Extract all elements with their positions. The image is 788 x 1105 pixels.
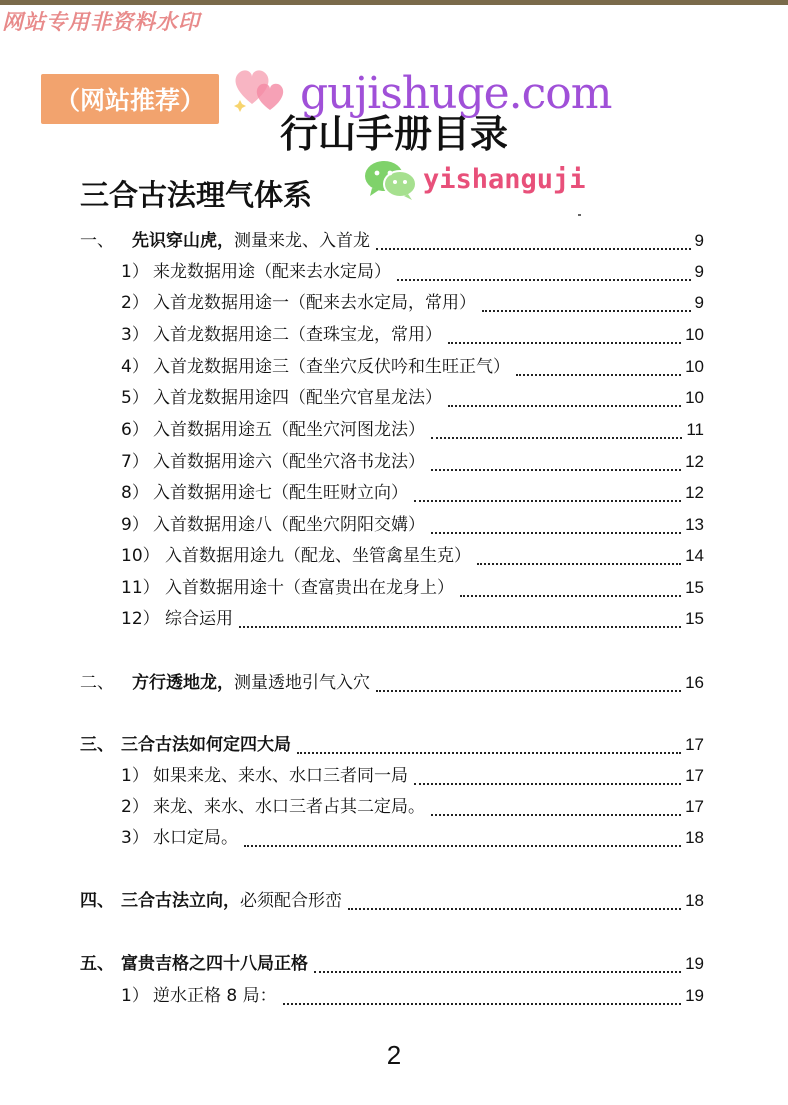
toc-leader — [376, 680, 681, 692]
toc-entry[interactable] — [0, 951, 788, 977]
toc-entry-number: 3） — [121, 325, 149, 345]
toc-entry-page: 16 — [685, 673, 704, 692]
toc-entry-page: 13 — [685, 515, 704, 534]
toc-entry[interactable] — [0, 794, 788, 820]
toc-entry[interactable] — [0, 670, 788, 696]
toc-entry[interactable] — [0, 512, 788, 538]
toc-entry-number: 1） — [121, 262, 149, 282]
toc-entry-page: 12 — [685, 452, 704, 471]
toc-entry-title: 入首数据用途八（配坐穴阴阳交媾） — [153, 515, 425, 535]
toc-entry[interactable] — [0, 322, 788, 348]
toc-leader — [431, 459, 681, 471]
toc-leader — [516, 364, 681, 376]
toc-entry-title: 逆水正格 8 局： — [153, 986, 277, 1006]
toc-leader — [460, 585, 681, 597]
toc-leader — [244, 835, 681, 847]
toc-entry[interactable] — [0, 825, 788, 851]
toc-leader — [431, 804, 681, 816]
toc-entry-number: 7） — [121, 452, 149, 472]
toc-entry[interactable] — [0, 480, 788, 506]
top-watermark: 网站专用非资料水印 — [2, 9, 200, 34]
toc-entry[interactable] — [0, 606, 788, 632]
toc-entry-title: 入首龙数据用途四（配坐穴官星龙法） — [153, 388, 442, 408]
toc-entry-page: 15 — [685, 609, 704, 628]
toc-entry-page: 17 — [685, 735, 704, 754]
toc-entry-title: 入首龙数据用途三（查坐穴反伏吟和生旺正气） — [153, 357, 510, 377]
toc-entry-number: 三、 — [80, 735, 114, 755]
toc-entry-number: 3） — [121, 828, 149, 848]
toc-leader — [431, 522, 681, 534]
toc-entry-title: 三合古法如何定四大局 — [121, 735, 291, 755]
toc-entry-number: 四、 — [80, 891, 114, 911]
toc-entry[interactable] — [0, 543, 788, 569]
toc-entry-number: 五、 — [80, 954, 114, 974]
toc-entry-title: 入首数据用途七（配生旺财立向） — [153, 483, 408, 503]
toc-leader — [431, 427, 682, 439]
wechat-icon — [362, 158, 420, 202]
toc-entry-number: 12） — [121, 609, 160, 629]
toc-entry-page: 9 — [694, 293, 704, 312]
toc-entry-page: 15 — [685, 578, 704, 597]
toc-entry-title: 入首数据用途六（配坐穴洛书龙法） — [153, 452, 425, 472]
toc-leader — [448, 332, 681, 344]
top-rule — [0, 0, 788, 5]
toc-entry-page: 19 — [685, 986, 704, 1005]
site-url: gujishuge.com — [300, 68, 612, 119]
toc-entry[interactable] — [0, 575, 788, 601]
toc-leader — [376, 238, 691, 250]
toc-entry-page: 17 — [685, 797, 704, 816]
toc-entry-page: 10 — [685, 388, 704, 407]
toc-leader — [448, 395, 681, 407]
toc-entry-page: 18 — [685, 828, 704, 847]
toc-entry[interactable] — [0, 983, 788, 1009]
toc-entry-number: 11） — [121, 578, 160, 598]
toc-entry-page: 10 — [685, 357, 704, 376]
toc-leader — [297, 742, 681, 754]
toc-entry-title: 综合运用 — [165, 609, 233, 629]
toc-entry[interactable] — [0, 888, 788, 914]
toc-entry-number: 10） — [121, 546, 160, 566]
toc-entry-number: 5） — [121, 388, 149, 408]
toc-entry-number: 2） — [121, 797, 149, 817]
toc-entry[interactable] — [0, 417, 788, 443]
toc-entry[interactable] — [0, 354, 788, 380]
toc-entry-title: 入首数据用途十（查富贵出在龙身上） — [165, 578, 454, 598]
toc-leader — [397, 269, 691, 281]
toc-leader — [482, 300, 691, 312]
toc-leader — [348, 898, 681, 910]
toc-entry-title: 富贵吉格之四十八局正格 — [121, 954, 308, 974]
toc-entry-number: 4） — [121, 357, 149, 377]
toc-entry-page: 14 — [685, 546, 704, 565]
toc-entry-title: 水口定局。 — [153, 828, 238, 848]
toc-entry-title: 三合古法立向，必须配合形峦 — [121, 891, 342, 911]
toc-entry-number: 2） — [121, 293, 149, 313]
page-number: 2 — [386, 1040, 402, 1070]
toc-entry-page: 19 — [685, 954, 704, 973]
toc-leader — [414, 773, 681, 785]
toc-entry-page: 17 — [685, 766, 704, 785]
toc-entry[interactable] — [0, 290, 788, 316]
toc-entry-page: 11 — [686, 420, 704, 439]
toc-entry-title: 入首数据用途九（配龙、坐管禽星生克） — [165, 546, 471, 566]
toc-entry-page: 12 — [685, 483, 704, 502]
toc-entry-page: 9 — [694, 262, 704, 281]
toc-entry-title: 入首龙数据用途一（配来去水定局，常用） — [153, 293, 476, 313]
toc-entry[interactable] — [0, 385, 788, 411]
toc-entry-title: 入首龙数据用途二（查珠宝龙，常用） — [153, 325, 442, 345]
toc-entry-title: 先识穿山虎，测量来龙、入首龙 — [132, 231, 370, 251]
site-badge: （网站推荐） — [41, 74, 219, 124]
toc-entry-number: 一、 — [80, 231, 114, 251]
wechat-handle: yishanguji — [423, 164, 586, 195]
toc-entry-number: 6） — [121, 420, 149, 440]
toc-entry-number: 二、 — [80, 673, 114, 693]
toc-leader — [314, 961, 681, 973]
section-title: 三合古法理气体系 — [80, 178, 313, 212]
toc-entry-number: 9） — [121, 515, 149, 535]
toc-entry-title: 方行透地龙，测量透地引气入穴 — [132, 673, 370, 693]
toc-entry[interactable] — [0, 732, 788, 758]
toc-entry-page: 18 — [685, 891, 704, 910]
toc-entry-title: 如果来龙、来水、水口三者同一局 — [153, 766, 408, 786]
toc-entry-number: 1） — [121, 986, 149, 1006]
toc-leader — [414, 490, 681, 502]
toc-entry[interactable] — [0, 763, 788, 789]
toc-entry-title: 来龙数据用途（配来去水定局） — [153, 262, 391, 282]
toc-entry-number: 1） — [121, 766, 149, 786]
toc-entry-title: 来龙、来水、水口三者占其二定局。 — [153, 797, 425, 817]
toc-entry[interactable] — [0, 449, 788, 475]
toc-entry-number: 8） — [121, 483, 149, 503]
toc-leader — [239, 616, 681, 628]
document-title: 行山手册目录 — [279, 112, 508, 156]
toc-leader — [283, 993, 681, 1005]
toc-entry-title: 入首数据用途五（配坐穴河图龙法） — [153, 420, 425, 440]
toc-leader — [477, 553, 681, 565]
toc-entry[interactable] — [0, 228, 788, 254]
toc-entry-page: 9 — [694, 231, 704, 250]
speck — [578, 214, 581, 216]
toc-entry-page: 10 — [685, 325, 704, 344]
toc-entry[interactable] — [0, 259, 788, 285]
